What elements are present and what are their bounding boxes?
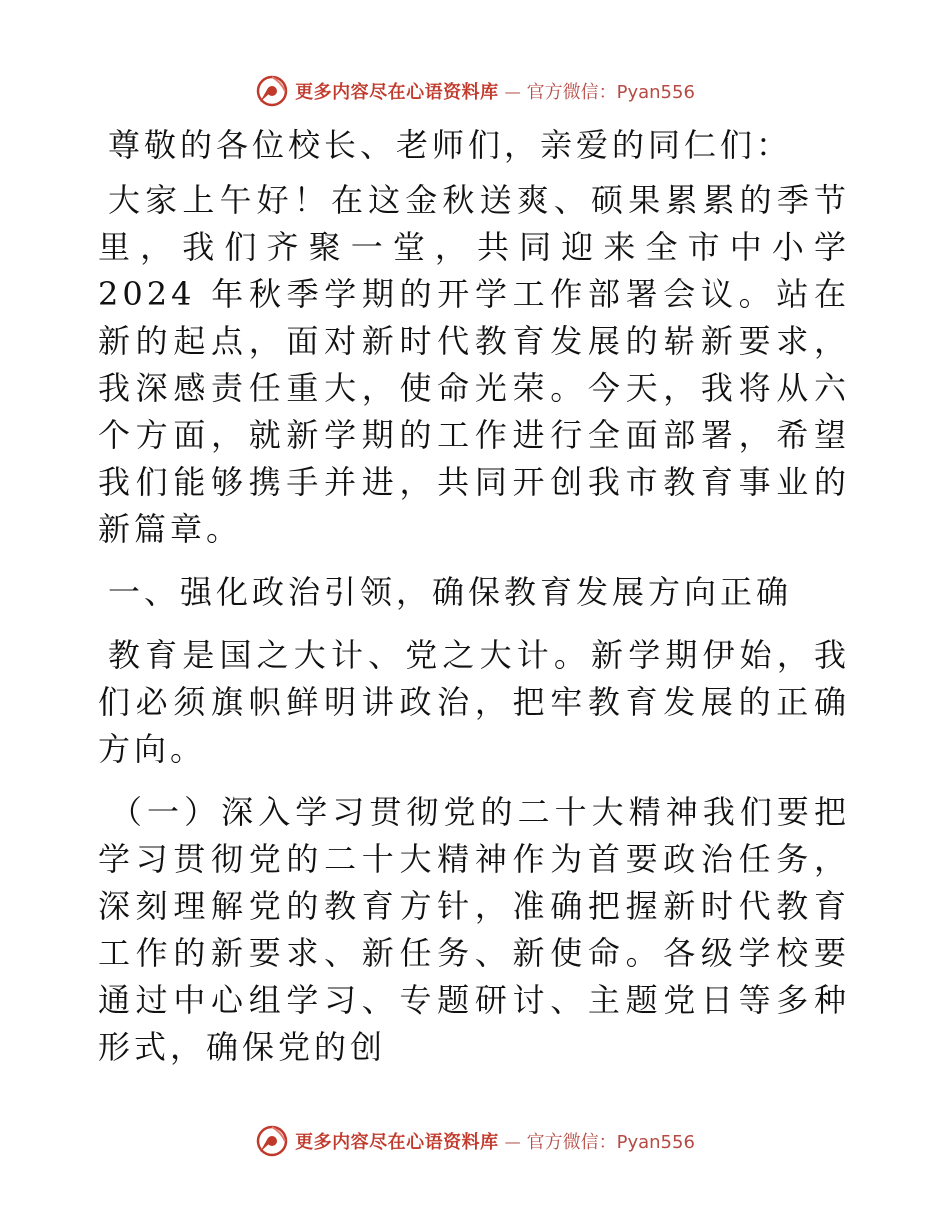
watermark-separator: —: [504, 1131, 521, 1151]
salutation: 尊敬的各位校长、老师们，亲爱的同仁们：: [108, 126, 793, 164]
section-item-paragraph: （一）深入学习贯彻党的二十大精神我们要把学习贯彻党的二十大精神作为首要政治任务，深刻理解党的教育方针，准确把握新时代教育工作的新要求、新任务、新使命。各级学校要通过中心组学习、专题研讨、主题党日等多种形式，确保党的创: [98, 793, 850, 1066]
watermark-footer: [0, 1124, 950, 1158]
watermark-separator: —: [504, 81, 521, 101]
watermark-text: 更多内容尽在心语资料库: [295, 82, 499, 103]
intro-paragraph: 大家上午好！在这金秋送爽、硕果累累的季节里，我们齐聚一堂，共同迎来全市中小学 2024 年秋季学期的开学工作部署会议。站在新的起点，面对新时代教育发展的崭新要求，我深感责任重大，使命光荣。今天，我将从六个方面，就新学期的工作进行全面部署，希望我们能够携手并进，共同开创我市教育事业的新篇章。: [98, 181, 850, 548]
document-body: [98, 122, 850, 1071]
watermark-contact: 官方微信：Pyan556: [526, 82, 695, 103]
logo-icon: [255, 1124, 289, 1158]
watermark-contact: 官方微信：Pyan556: [526, 1132, 695, 1153]
watermark-header: [0, 74, 950, 108]
section-intro-paragraph: 教育是国之大计、党之大计。新学期伊始，我们必须旗帜鲜明讲政治，把牢教育发展的正确方向。: [98, 636, 850, 768]
section-heading: 一、强化政治引领，确保教育发展方向正确: [108, 573, 793, 611]
logo-icon: [255, 74, 289, 108]
watermark-text: 更多内容尽在心语资料库: [295, 1132, 499, 1153]
